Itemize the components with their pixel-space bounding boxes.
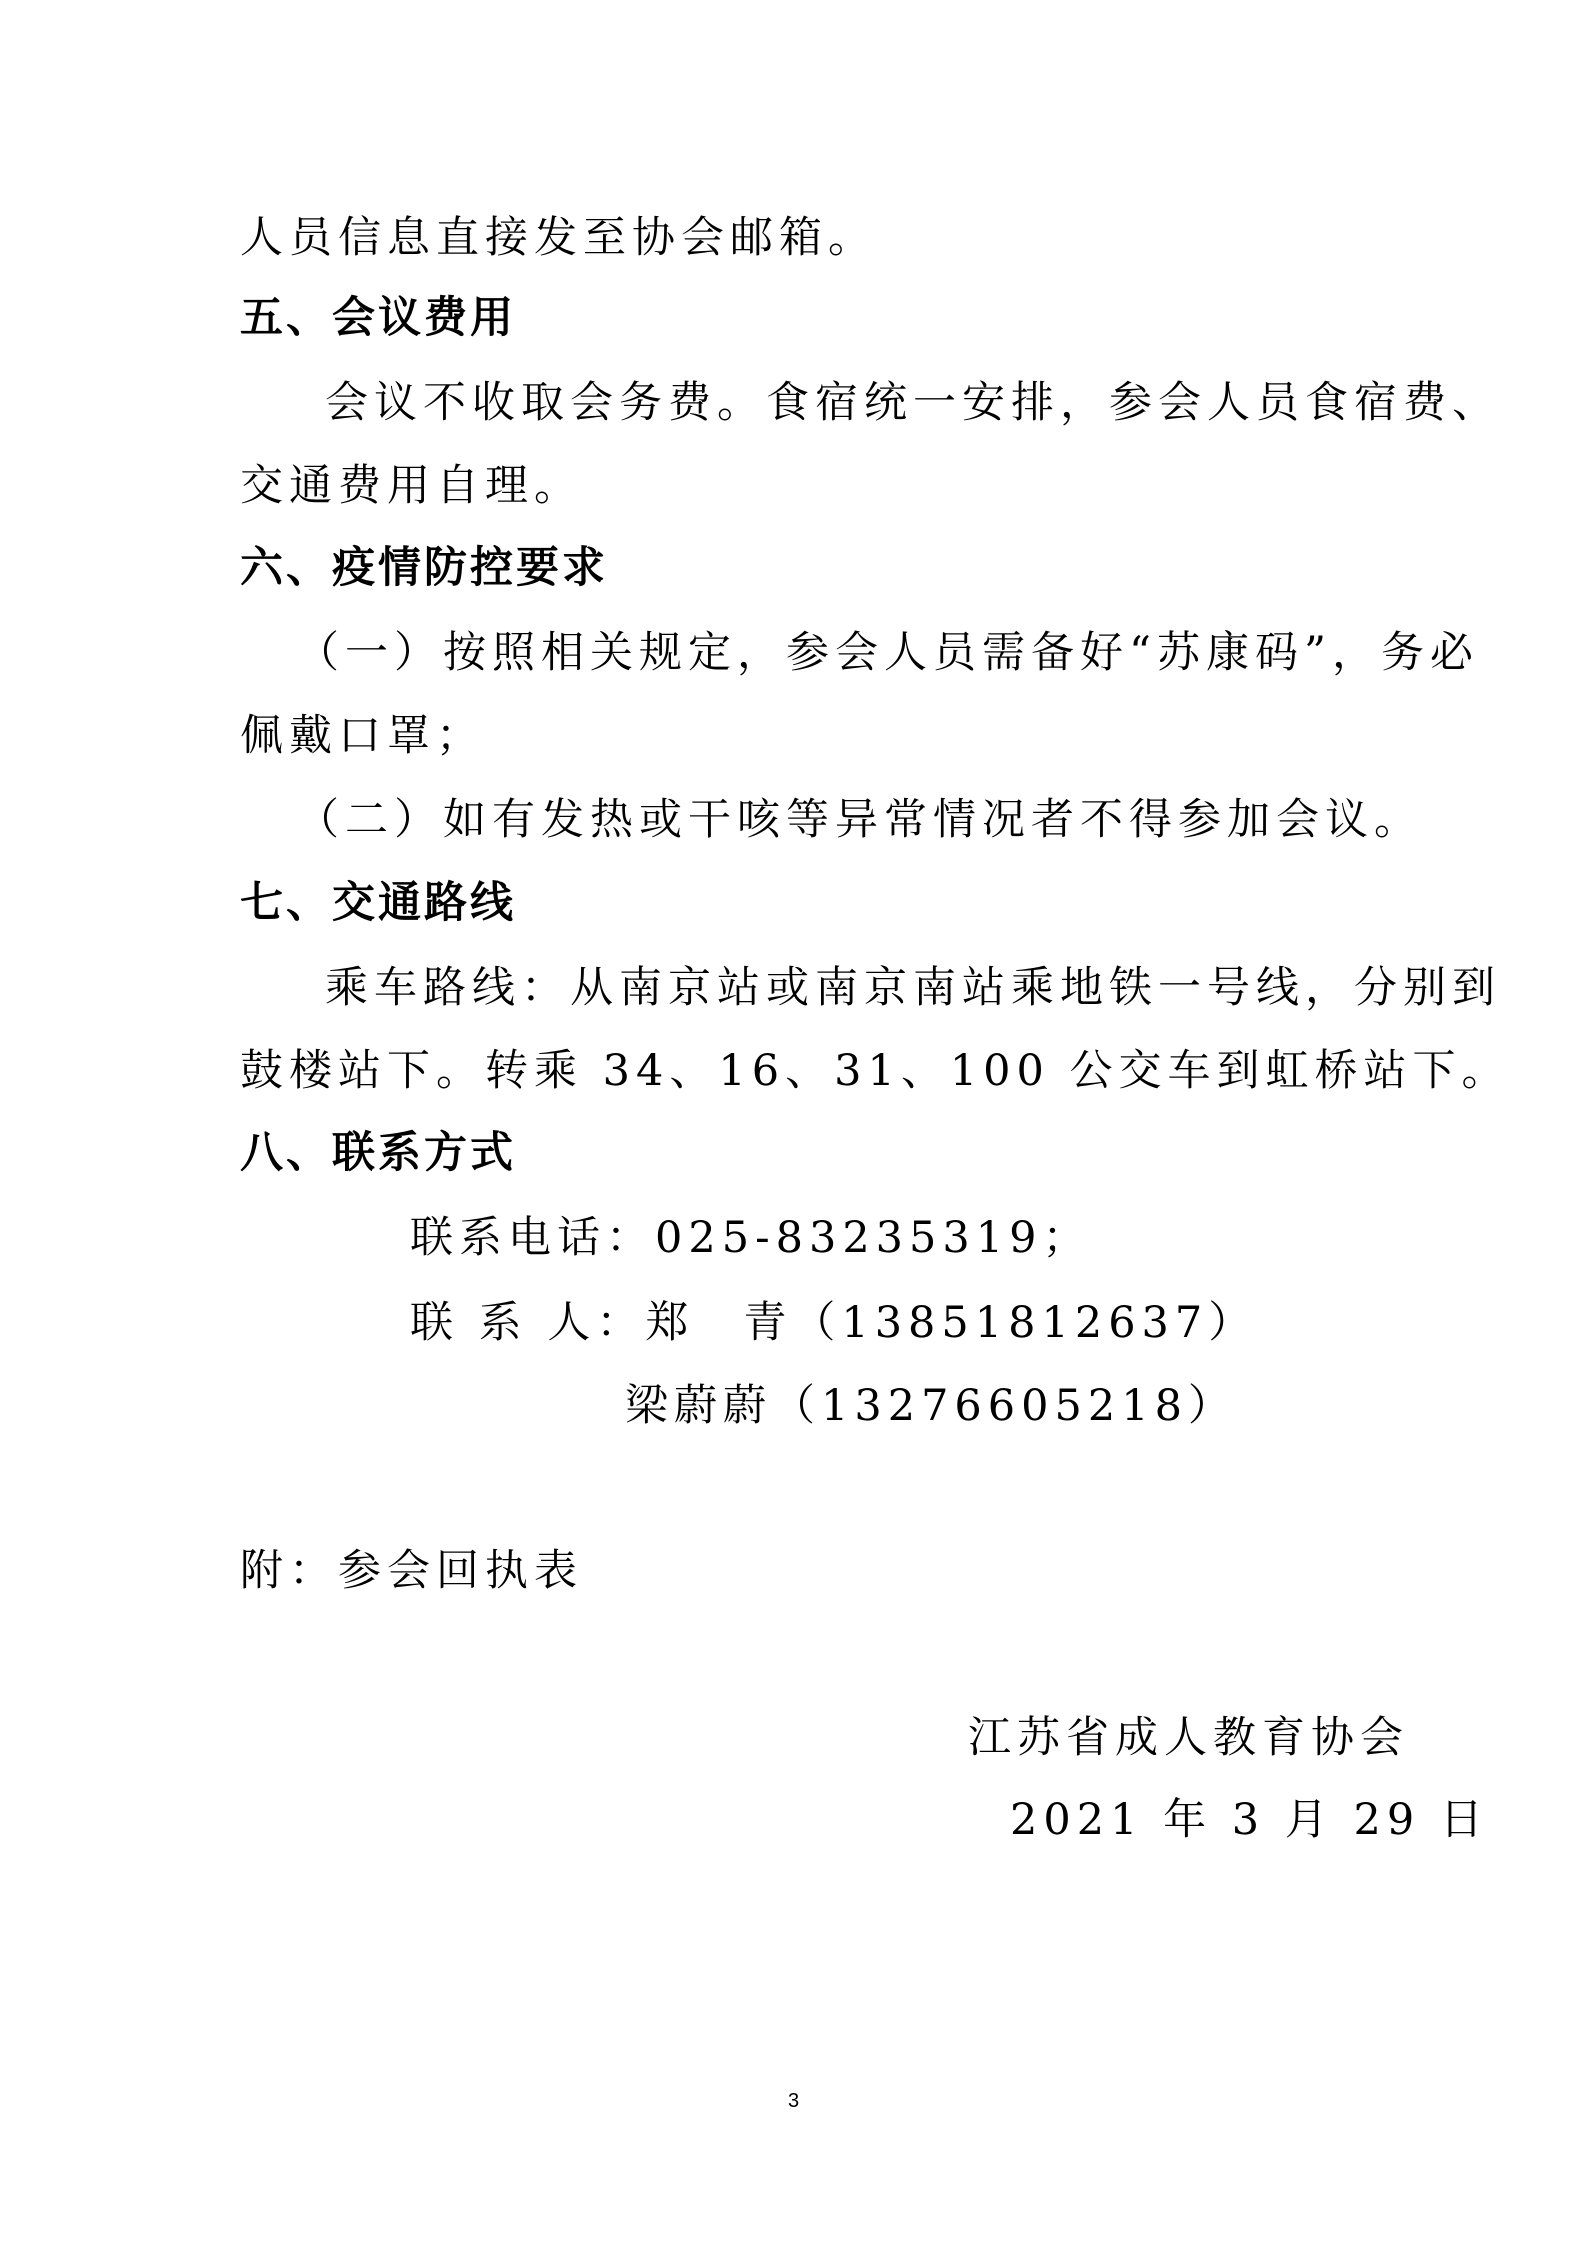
epidemic-item1-line2: 佩戴口罩；	[240, 711, 485, 761]
fees-paragraph-line2: 交通费用自理。	[240, 461, 583, 511]
transport-paragraph-line2: 鼓楼站下。转乘 34、16、31、100 公交车到虹桥站下。	[240, 1046, 1511, 1096]
attachment-note: 附：参会回执表	[240, 1546, 583, 1596]
section-heading-transport: 七、交通路线	[240, 878, 516, 928]
paragraph-continuation: 人员信息直接发至协会邮箱。	[240, 213, 877, 263]
contact-person-1: 联 系 人：郑 青（13851812637）	[410, 1298, 1258, 1348]
section-heading-contact: 八、联系方式	[240, 1128, 516, 1178]
signature-organization: 江苏省成人教育协会	[968, 1713, 1409, 1763]
epidemic-item2: （二）如有发热或干咳等异常情况者不得参加会议。	[296, 795, 1423, 845]
contact-person-2: 梁蔚蔚（13276605218）	[625, 1381, 1237, 1431]
contact-phone: 联系电话：025-83235319；	[410, 1213, 1092, 1263]
section-heading-epidemic: 六、疫情防控要求	[240, 543, 608, 593]
section-heading-fees: 五、会议费用	[240, 293, 516, 343]
transport-paragraph-line1: 乘车路线：从南京站或南京南站乘地铁一号线，分别到	[325, 963, 1501, 1013]
page-number: 3	[787, 2090, 800, 2112]
signature-date: 2021 年 3 月 29 日	[1010, 1795, 1489, 1845]
fees-paragraph-line1: 会议不收取会务费。食宿统一安排，参会人员食宿费、	[325, 378, 1501, 428]
epidemic-item1-line1: （一）按照相关规定，参会人员需备好“苏康码”，务必	[296, 628, 1479, 678]
